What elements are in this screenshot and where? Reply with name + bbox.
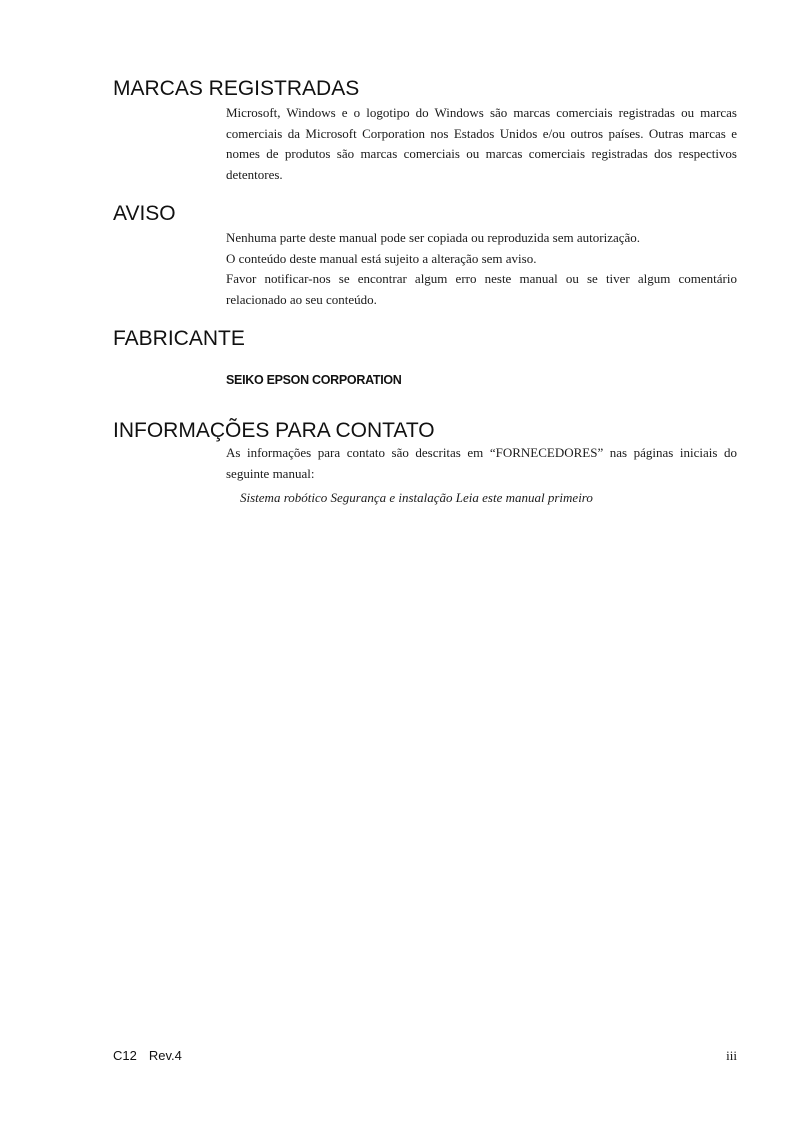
trademarks-body (226, 103, 737, 185)
notice-line-2: O conteúdo deste manual está sujeito a alteração sem aviso. (226, 250, 537, 266)
notice-line-3: Favor notificar-nos se encontrar algum erro neste manual ou se tiver algum comentário relacionado ao seu conteúdo. (226, 271, 737, 307)
referenced-manual-title: Sistema robótico Segurança e instalação Leia este manual primeiro (240, 490, 593, 505)
footer-model: C12 (113, 1048, 137, 1063)
manufacturer-heading: FABRICANTE (113, 327, 245, 350)
trademarks-heading: MARCAS REGISTRADAS (113, 77, 360, 100)
manufacturer-name: SEIKO EPSON CORPORATION (226, 373, 402, 387)
notice-heading: AVISO (113, 202, 176, 225)
footer-model-revision (113, 1048, 182, 1063)
footer-revision: Rev.4 (148, 1048, 182, 1063)
contact-heading: INFORMAÇÕES PARA CONTATO (113, 419, 435, 442)
notice-line-1: Nenhuma parte deste manual pode ser copiada ou reproduzida sem autorização. (226, 230, 641, 245)
contact-paragraph: As informações para contato são descritas em “FORNECEDORES” nas páginas iniciais do seguinte manual: (226, 445, 737, 481)
footer-page-number: iii (726, 1048, 737, 1063)
notice-body (226, 228, 737, 310)
contact-body (226, 443, 737, 484)
trademarks-paragraph: Microsoft, Windows e o logotipo do Windows são marcas comerciais registradas ou marcas comerciais da Microsoft Corporation nos Estados Unidos e/ou outros países. Outras marcas e nomes de produtos são marcas comerciais ou marcas comerciais registradas dos respectivos detentores. (226, 105, 737, 182)
